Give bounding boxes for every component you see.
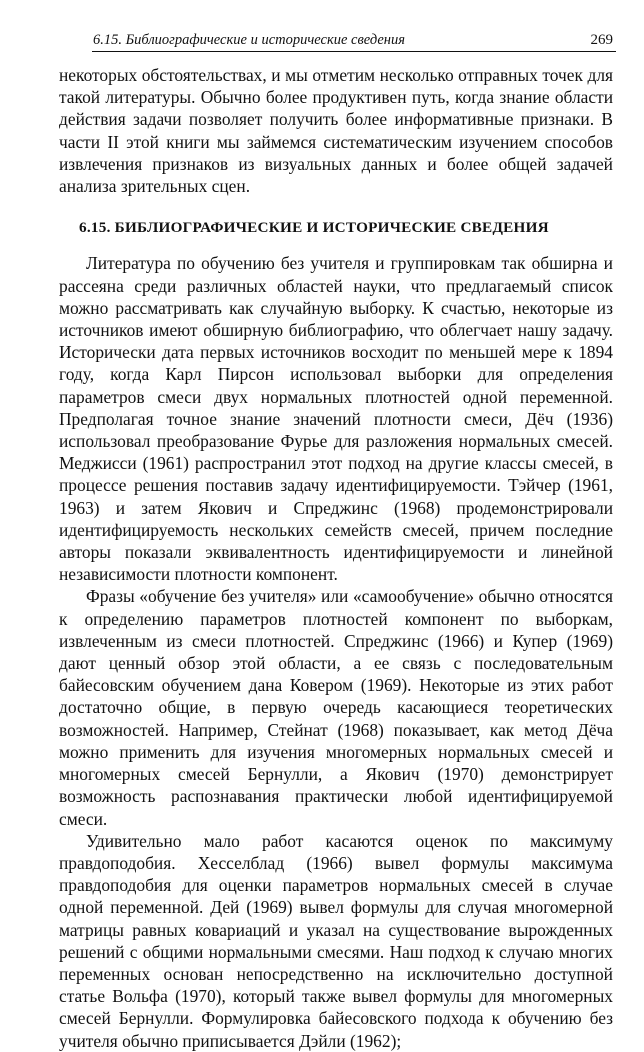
page-number: 269 (590, 32, 613, 48)
body-text (59, 64, 613, 1052)
continuation-paragraph: некоторых обстоятельствах, и мы отметим несколько отправных точек для такой литературы. Обычно более продуктивен путь, когда знание области действия задачи позволяет получить более информативные признаки. В части II этой книги мы займемся систематическим изучением способов извлечения признаков из визуальных данных и более общей задачей анализа зрительных сцен. (59, 65, 613, 197)
paragraph: Фразы «обучение без учителя» или «самообучение» обычно относятся к определению параметров плотностей компонент по выборкам, извлеченным из смеси плотностей. Спреджинс (1966) и Купер (1969) дают ценный обзор этой области, а ее связь с последовательным байесовским обучением дана Ковером (1969). Некоторые из этих работ достаточно общие, в первую очередь касающиеся теоретических возможностей. Например, Стейнат (1968) показывает, как метод Дёча можно применить для изучения многомерных нормальных смесей и многомерных смесей Бернулли, а Якович (1970) демонстрирует возможность распознавания практически любой идентифицируемой смеси. (59, 586, 613, 829)
header-rule (92, 51, 616, 52)
running-header (93, 27, 613, 49)
section-heading: 6.15. БИБЛИОГРАФИЧЕСКИЕ И ИСТОРИЧЕСКИЕ СВЕДЕНИЯ (79, 219, 549, 237)
running-title: 6.15. Библиографические и исторические сведения (93, 32, 405, 48)
paragraph: Литература по обучению без учителя и группировкам так обширна и рассеяна среди различных областей науки, что предлагаемый список можно рассматривать как случайную выборку. К счастью, некоторые из источников имеют обширную библиографию, что облегчает нашу задачу. Исторически дата первых источников восходит по меньшей мере к 1894 году, когда Карл Пирсон использовал выборки для определения параметров смеси двух нормальных плотностей одной переменной. Предполагая точное знание значений плотности смеси, Дёч (1936) использовал преобразование Фурье для разложения нормальных смесей. Меджисси (1961) распространил этот подход на другие классы смесей, в процессе решения поставив задачу идентифицируемости. Тэйчер (1961, 1963) и затем Якович и Спреджинс (1968) продемонстрировали идентифицируемость нескольких семейств смесей, причем последние авторы показали эквивалентность идентифицируемости и линейной независимости плотности компонент. (59, 253, 613, 585)
paragraph: Удивительно мало работ касаются оценок по максимуму правдоподобия. Хесселблад (1966) вывел формулы максимума правдоподобия для оценки параметров нормальных смесей в случае одной переменной. Дей (1969) вывел формулы для случая многомерной матрицы равных ковариаций и указал на существование вырожденных решений с общими нормальными смесями. Наш подход к случаю многих переменных основан непосредственно на исключительно доступной статье Вольфа (1970), который также вывел формулы для многомерных смесей Бернулли. Формулировка байесовского подхода к обучению без учителя обычно приписывается Дэйли (1962); (59, 830, 613, 1051)
